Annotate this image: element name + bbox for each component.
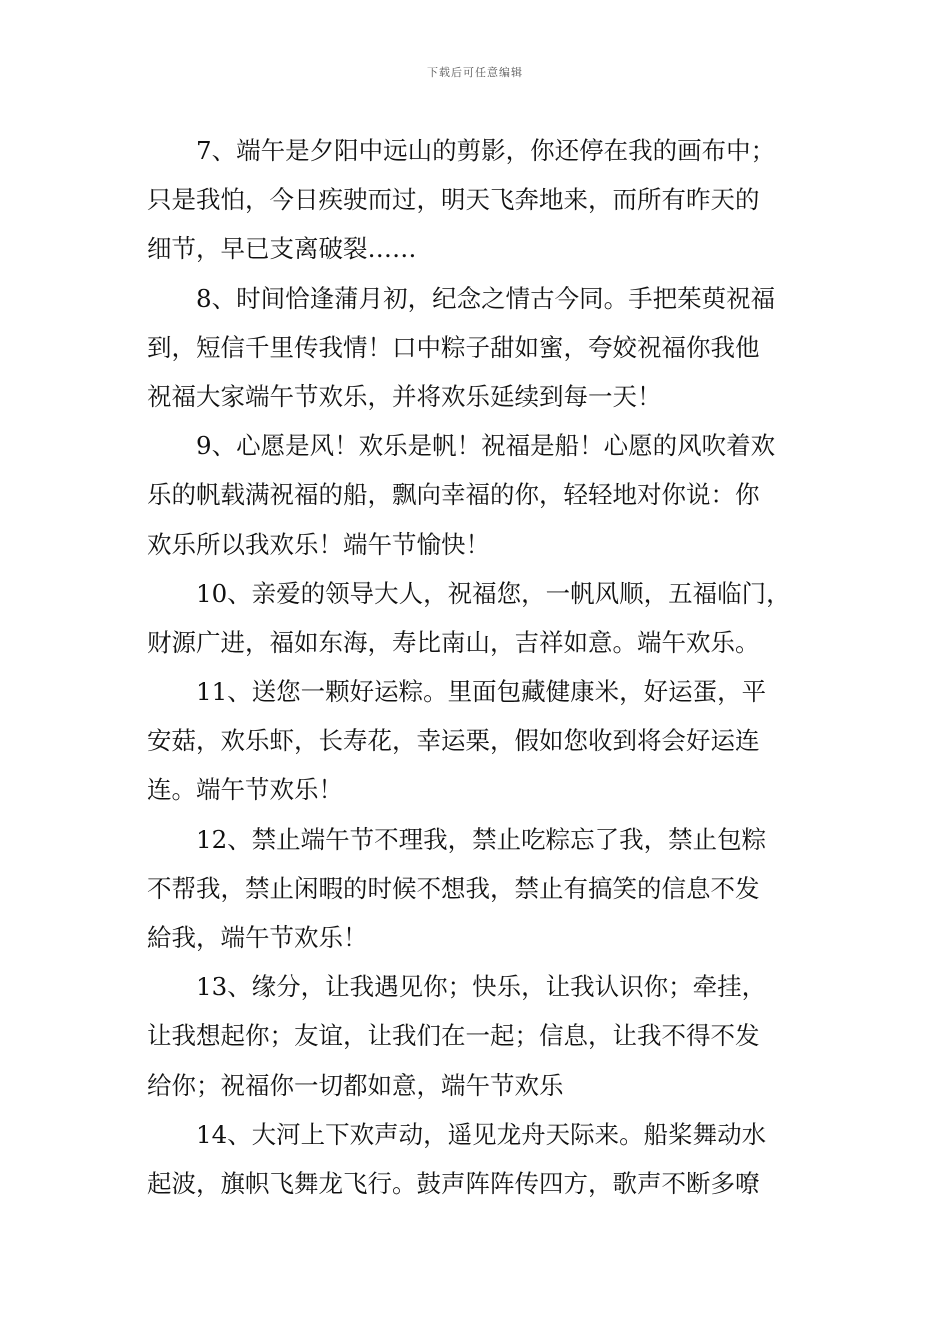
paragraph-9-line-1: 9、心愿是风！欢乐是帆！祝福是船！心愿的风吹着欢 (196, 431, 776, 461)
paragraph-11-line-1: 11、送您一颗好运粽。里面包藏健康米，好运蛋，平 (196, 677, 767, 707)
paragraph-7-line-3: 细节，早已支离破裂…… (147, 234, 417, 264)
paragraph-7-line-1: 7、端午是夕阳中远山的剪影，你还停在我的画布中； (196, 136, 776, 165)
paragraph-12-line-3: 給我，端午节欢乐！ (147, 923, 368, 952)
paragraph-9-line-2: 乐的帆载满祝福的船，飘向幸福的你，轻轻地对你说：你 (147, 480, 760, 510)
paragraph-10-line-2: 财源广进，福如东海，寿比南山，吉祥如意。端午欢乐。 (147, 627, 760, 657)
document-body (147, 126, 812, 1208)
paragraph-13-line-3: 给你；祝福你一切都如意，端午节欢乐 (147, 1070, 564, 1100)
paragraph-12-line-2: 不帮我，禁止闲暇的时候不想我，禁止有搞笑的信息不发 (147, 873, 760, 903)
paragraph-11-line-2: 安菇，欢乐虾，长寿花，幸运栗，假如您收到将会好运连 (147, 726, 760, 756)
paragraph-10-line-1: 10、亲爱的领导大人，祝福您，一帆风顺，五福临门， (196, 578, 791, 608)
paragraph-14-line-1: 14、大河上下欢声动，遥见龙舟天际来。船桨舞动水 (196, 1119, 767, 1149)
paragraph-8-line-2: 到，短信千里传我情！口中粽子甜如蜜，夸姣祝福你我他 (147, 332, 760, 362)
paragraph-8-line-3: 祝福大家端午节欢乐，并将欢乐延续到每一天！ (147, 381, 662, 411)
paragraph-14-line-2: 起波，旗帜飞舞龙飞行。鼓声阵阵传四方，歌声不断多嘹 (147, 1168, 760, 1198)
paragraph-13-line-2: 让我想起你；友谊，让我们在一起；信息，让我不得不发 (147, 1021, 760, 1051)
paragraph-9-line-3: 欢乐所以我欢乐！端午节愉快！ (147, 529, 490, 559)
paragraph-11-line-3: 连。端午节欢乐！ (147, 775, 343, 805)
paragraph-12-line-1: 12、禁止端午节不理我，禁止吃粽忘了我，禁止包粽 (196, 824, 767, 854)
paragraph-13-line-1: 13、缘分，让我遇见你；快乐，让我认识你；牵挂， (196, 972, 767, 1002)
paragraph-7-line-2: 只是我怕，今日疾驶而过，明天飞奔地来，而所有昨天的 (147, 185, 760, 215)
header-note: 下载后可任意编辑 (427, 66, 523, 79)
paragraph-8-line-1: 8、时间恰逢蒲月初，纪念之情古今同。手把茱萸祝福 (196, 283, 776, 313)
